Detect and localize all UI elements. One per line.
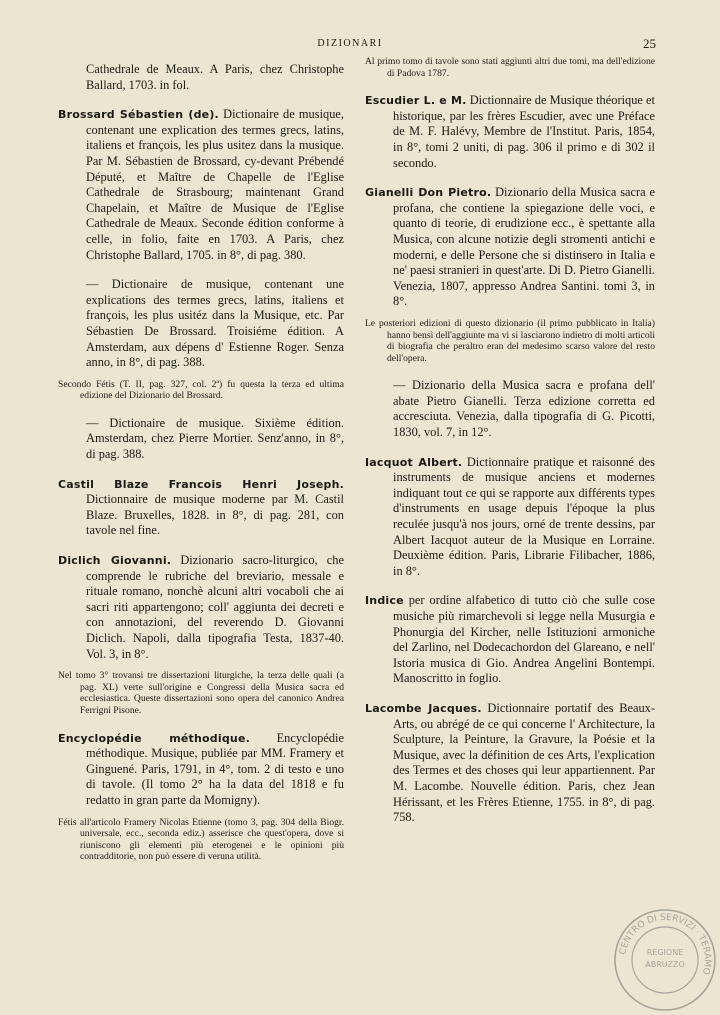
footnote xyxy=(58,817,344,863)
footnote xyxy=(365,56,655,79)
entry-heading: Brossard Sébastien (de). xyxy=(58,108,219,122)
footnote xyxy=(365,318,655,364)
footnote xyxy=(58,670,344,716)
dictionary-entry xyxy=(365,93,655,171)
entry-heading: Lacombe Jacques. xyxy=(365,701,482,715)
entry-text: Dictionnaire portatif des Beaux-Arts, ou abrégé de ce qui concerne l' Architecture, la Sculpture, la Peinture, la Gravure, la Poésie et la Musique, avec la définition de ces Arts, l'explication des Termes et des choses qui leur appartiennent. Par M. Lacombe. Nouvelle édition. Paris, chez Jean Hérissant, et les Frères Etienne, 1755. in 8°, di pag. 758. xyxy=(393,700,655,825)
entry-text: Dizionario sacro-liturgico, che comprende le rubriche del breviario, messale e rituale romano, nonchè alcuni altri vocaboli che ai sacri riti appartengono; coll' aggiunta dei decreti e con annotazioni, del reverendo D. Giovanni Diclich. Napoli, dalla tipografia Testa, 1837-40. Vol. 3, in 8°. xyxy=(86,553,344,661)
footnote-text: Secondo Fétis (T. II, pag. 327, col. 2ª) fu questa la terza ed ultima edizione del Dizionario del Brossard. xyxy=(58,378,344,402)
stamp-ring-text: CENTRO DI SERVIZI · TERAMO xyxy=(618,912,713,976)
right-column xyxy=(365,56,655,840)
page-number: 25 xyxy=(643,36,656,51)
entry-heading: Indice xyxy=(365,594,404,608)
footnote-text: Nel tomo 3° trovansi tre dissertazioni liturgiche, la terza delle quali (a pag. XL) verte sull'origine e Congressi della Musica sacra ed ecclesiastica. Queste dissertazioni sono opera del canonico Andrea Ferrigni Pisone. xyxy=(58,670,344,716)
entry-text: Dictionaire de musique, contenant une explication des termes grecs, latins, italiens et françois, les plus usitez dans la musique. Par M. Sébastien de Brossard, cy-devant Prébendé Député, et Maître de Chapelle de l'Eglise Cathedrale de Strasbourg; maintenant Grand Chapelain, et Maître de Musique de l'Eglise Cathedrale de Meaux. Seconde édition conforme à celle, in folio, faite en 1703. A Paris, chez Christophe Ballard, 1705. in 8°, di pag. 380. xyxy=(86,107,344,262)
dictionary-entry xyxy=(365,378,655,440)
left-column xyxy=(58,62,344,877)
entry-text: Dictionnaire pratique et raisonné des instruments de musique anciens et modernes indiquant tout ce qui se rapporte aux différents types d'instruments en usage depuis l'époque la plus reculée jusqu'à nos jours, orné de trente dessins, par Albert Iacquot auteur de la Musique en Lorraine. Deuxième édition. Paris, Librarie Filibacher, 1886, in 8°. xyxy=(393,454,655,578)
entry-heading: Encyclopédie méthodique. xyxy=(58,731,250,745)
dictionary-entry xyxy=(58,731,344,809)
entry-text: per ordine alfabetico di tutto ciò che sulle cose musiche più rimarchevoli si legge nella Musurgia e Phonurgia del Kircher, nelle Istituzioni armoniche del Zarlino, nel Dodecachordon del Glareano, e nell' Istoria musica di Gio. Andrea Angelini Bontempi. Manoscritto in foglio. xyxy=(393,593,655,686)
stamp-line-2: ABRUZZO xyxy=(645,960,685,969)
library-stamp xyxy=(610,905,720,1015)
dictionary-entry xyxy=(58,107,344,263)
entry-heading: Gianelli Don Pietro. xyxy=(365,186,492,200)
entry-heading: Castil Blaze Francois Henri Joseph. xyxy=(58,477,344,491)
footnote-text: Al primo tomo di tavole sono stati aggiunti altri due tomi, ma dell'edizione di Padova 1787. xyxy=(365,56,655,79)
entry-text: Dizionario della Musica sacra e profana, che contiene la spiegazione delle voci, e quanto di teorie, di erudizione ecc., è spettante alla Musica, con alcune notizie degli stromenti antichi e moderni, e delle Persone che si distinsero in Italia e ne' paesi stranieri in quest'arte. Di D. Pietro Gianelli. Venezia, 1807, appresso Andrea Santini. tomi 3, in 8°. xyxy=(393,185,655,309)
dictionary-entry xyxy=(58,277,344,371)
footnote-text: Fétis all'articolo Framery Nicolas Etienne (tomo 3, pag. 304 della Biogr. universale, ecc., seconda ediz.) asserisce che quest'opera, dove si riuniscono gli elementi più eterogenei e le opinioni più contradditorie, non può essere di veruna utilità. xyxy=(58,816,344,863)
dictionary-entry xyxy=(58,62,344,93)
dictionary-entry xyxy=(58,477,344,539)
entry-text: Encyclopédie méthodique. Musique, publiée par MM. Framery et Ginguené. Paris, 1791, in 4°, tom. 2 di testo e uno di tavole. (Il tomo 2° ha la data del 1818 e fu redatto in gran parte da Momigny). xyxy=(86,730,345,807)
dictionary-entry xyxy=(58,416,344,463)
footnote xyxy=(58,379,344,402)
dictionary-entry xyxy=(365,455,655,580)
entry-text: — Dictionaire de musique, contenant une explications des termes grecs, latins, italiens et françois, les plus usitéz dans la Musique, etc. Par Sébastien De Brossard. Troisiéme édition. A Amsterdam, aux dépens d' Estienne Roger. Senza anno, in 8°, di pag. 388. xyxy=(86,277,344,370)
entry-text: Dictionnaire de musique moderne par M. Castil Blaze. Bruxelles, 1828. in 8°, di pag. 281, con tavole nel fine. xyxy=(86,492,344,538)
entry-text: — Dictionaire de musique. Sixième édition. Amsterdam, chez Pierre Mortier. Senz'anno, in 8°, di pag. 388. xyxy=(86,415,344,462)
entry-heading: Diclich Giovanni. xyxy=(58,554,172,568)
dictionary-entry xyxy=(365,185,655,310)
dictionary-entry xyxy=(365,701,655,826)
running-head xyxy=(0,38,700,52)
entry-heading: Escudier L. e M. xyxy=(365,94,467,108)
entry-heading: Iacquot Albert. xyxy=(365,455,463,469)
entry-text: Dictionnaire de Musique théorique et historique, par les frères Escudier, avec une Préface de M. F. Halévy, Membre de l'Institut. Paris, 1854, in 8°, tomi 2 uniti, di pag. 306 il primo e di 302 il secondo. xyxy=(393,93,655,170)
dictionary-entry xyxy=(365,593,655,687)
stamp-line-1: REGIONE xyxy=(646,948,684,957)
entry-text: — Dizionario della Musica sacra e profana dell' abate Pietro Gianelli. Terza edizione corretta ed accresciuta. Venezia, dalla tipografia di G. Picotti, 1830, vol. 7, in 12°. xyxy=(393,378,655,440)
dictionary-entry xyxy=(58,553,344,662)
footnote-text: Le posteriori edizioni di questo dizionario (il primo pubblicato in Italia) hanno bensì dell'aggiunte ma vi si lasciarono indietro di molti articoli di biografia che peraltro eran del medesimo scarso valore del resto dell'opera. xyxy=(365,317,655,364)
running-title: DIZIONARI xyxy=(317,38,383,49)
entry-text: Cathedrale de Meaux. A Paris, chez Christophe Ballard, 1703. in fol. xyxy=(86,62,344,92)
